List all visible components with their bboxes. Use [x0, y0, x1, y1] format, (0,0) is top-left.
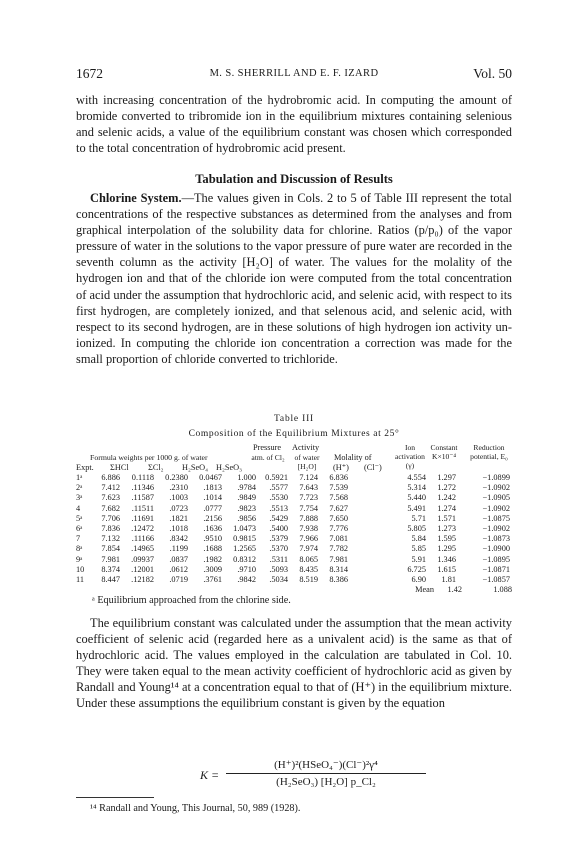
- table-cell: .14965: [131, 544, 154, 554]
- table-cell: 5.84: [411, 534, 426, 544]
- table-cell: .11691: [131, 513, 154, 523]
- table-cell: .1821: [169, 513, 188, 523]
- table-cell: 7.888: [299, 513, 318, 523]
- table-cell: −1.0875: [482, 513, 510, 523]
- table-cell: −1.0871: [482, 564, 510, 574]
- header-expt: Expt.: [76, 463, 94, 472]
- table-cell: −1.0900: [482, 544, 510, 554]
- table-row: [76, 473, 516, 483]
- table-mean-row: [76, 585, 516, 595]
- table-cell: 5.91: [411, 554, 426, 564]
- formula-numerator: (H⁺)²(HSeO₄⁻)(Cl⁻)²γ⁴: [274, 759, 378, 771]
- table-cell: .9849: [237, 493, 256, 503]
- table-row: [76, 534, 516, 544]
- table-cell: .3009: [203, 564, 222, 574]
- table-cell: .5530: [269, 493, 288, 503]
- table-cell: .0612: [169, 564, 188, 574]
- table-cell: −1.0905: [482, 493, 510, 503]
- table-cell: .12001: [131, 564, 154, 574]
- header-ion-activity: Ion activation (γ): [395, 443, 425, 470]
- table-cell: .1199: [169, 544, 188, 554]
- table-cell: .1636: [203, 523, 222, 533]
- table-row: [76, 483, 516, 493]
- table-cell: 7.836: [101, 523, 120, 533]
- table-cell: .5311: [269, 554, 288, 564]
- table-cell: .5400: [269, 523, 288, 533]
- table-cell: 5.85: [411, 544, 426, 554]
- mean-reduction: 1.088: [493, 585, 512, 595]
- table-cell: 7.981: [101, 554, 120, 564]
- table-cell: .09937: [131, 554, 154, 564]
- table-cell: .1813: [203, 483, 222, 493]
- table-cell: 4.554: [407, 473, 426, 482]
- mean-label: Mean: [415, 585, 434, 595]
- table-cell: 7.650: [329, 513, 348, 523]
- table-cell: .9823: [237, 503, 256, 513]
- table-cell: 7.854: [101, 544, 120, 554]
- table-cell: 4: [76, 503, 81, 513]
- table-cell: 7.723: [299, 493, 318, 503]
- table-cell: 0.9815: [233, 534, 256, 544]
- page-header: [76, 66, 512, 82]
- table-cell: 7.981: [329, 554, 348, 564]
- table-cell: 7.132: [101, 534, 120, 544]
- header-shcl: ΣHCl: [110, 463, 129, 472]
- table-row: [76, 565, 516, 575]
- table-cell: 6.886: [101, 473, 120, 482]
- table-cell: 7.782: [329, 544, 348, 554]
- equilibrium-paragraph: [76, 615, 512, 712]
- table-cell: .9510: [203, 534, 222, 544]
- table-row: [76, 514, 516, 524]
- table-cell: −1.0899: [482, 473, 510, 482]
- table-row: [76, 493, 516, 503]
- table-cell: 0.5921: [265, 473, 288, 482]
- table-cell: 5ᵃ: [76, 513, 83, 523]
- table-cell: .11587: [131, 493, 154, 503]
- table-cell: 7.081: [329, 534, 348, 544]
- header-h-ion: (H⁺): [333, 463, 349, 472]
- chlorine-lead: Chlorine System.: [90, 191, 182, 205]
- formula-denominator: (H₂SeO₃) [H₂O] p_Cl₂: [276, 776, 376, 788]
- table-cell: 10: [76, 564, 85, 574]
- table-cell: −1.0902: [482, 503, 510, 513]
- table-cell: 7.754: [299, 503, 318, 513]
- data-table: [76, 443, 516, 595]
- header-reduction: Reduction potential, E₀: [470, 443, 508, 461]
- table-cell: .9856: [237, 513, 256, 523]
- table-cell: 7.539: [329, 483, 348, 493]
- table-cell: 5.491: [407, 503, 426, 513]
- table-cell: .1014: [203, 493, 222, 503]
- table-cell: −1.0895: [482, 554, 510, 564]
- table-cell: 7.643: [299, 483, 318, 493]
- table-cell: 7.124: [299, 473, 318, 482]
- table-cell: .1982: [203, 554, 222, 564]
- table-cell: .5577: [269, 483, 288, 493]
- table-body: [76, 473, 516, 585]
- table-cell: .0723: [169, 503, 188, 513]
- table-cell: .3761: [203, 574, 222, 584]
- table-cell: .2310: [169, 483, 188, 493]
- table-cell: .11346: [131, 483, 154, 493]
- table-cell: 1.242: [437, 493, 456, 503]
- table-cell: 7.938: [299, 523, 318, 533]
- table-cell: 11: [76, 574, 84, 584]
- table-cell: .9784: [237, 483, 256, 493]
- table-cell: 1.272: [437, 483, 456, 493]
- table-cell: .0837: [169, 554, 188, 564]
- table-cell: .2156: [203, 513, 222, 523]
- table-cell: .12182: [131, 574, 154, 584]
- table-cell: 8.386: [329, 574, 348, 584]
- table-cell: 1.0473: [233, 523, 256, 533]
- table-cell: 8.065: [299, 554, 318, 564]
- table-row: [76, 544, 516, 554]
- table-cell: 7.776: [329, 523, 348, 533]
- table-cell: 7.412: [101, 483, 120, 493]
- table-cell: .1688: [203, 544, 222, 554]
- table-cell: 7.974: [299, 544, 318, 554]
- table-cell: 5.805: [407, 523, 426, 533]
- table-cell: 6ᵃ: [76, 523, 83, 533]
- table-cell: 1.615: [437, 564, 456, 574]
- table-cell: .5429: [269, 513, 288, 523]
- table-footnote: ᵃ Equilibrium approached from the chlorine side.: [92, 595, 291, 606]
- table-cell: 8.314: [329, 564, 348, 574]
- table-cell: .9710: [237, 564, 256, 574]
- table-row: [76, 555, 516, 565]
- table-cell: 1.273: [437, 523, 456, 533]
- table-cell: 5.440: [407, 493, 426, 503]
- header-scl2: ΣCl₂: [148, 463, 164, 472]
- table-cell: 7.568: [329, 493, 348, 503]
- header-activity-sub: of water [H₂O]: [294, 453, 320, 471]
- header-group-activity: Activity: [292, 443, 320, 452]
- table-cell: 5.71: [411, 513, 426, 523]
- table-cell: 1ᵃ: [76, 473, 83, 482]
- header-h2seo4: H₂SeO₄: [182, 463, 209, 472]
- table-cell: 8.447: [101, 574, 120, 584]
- table-cell: 8.435: [299, 564, 318, 574]
- table-cell: 1.2565: [233, 544, 256, 554]
- table-cell: .5379: [269, 534, 288, 544]
- table-cell: 8.374: [101, 564, 120, 574]
- intro-paragraph: with increasing concentration of the hydrobromic acid. In computing the amount of bromide converted to tribromide ion in the equilibrium mixtures containing selenious and selenic acids, a value of the equilibrium constant was chosen which corresponded to the total concentration of hydrobromic acid present.: [76, 93, 512, 156]
- table-cell: .0777: [203, 503, 222, 513]
- table-cell: −1.0902: [482, 523, 510, 533]
- table-cell: .5370: [269, 544, 288, 554]
- table-cell: −1.0902: [482, 483, 510, 493]
- table-cell: .8342: [169, 534, 188, 544]
- table-cell: .1003: [169, 493, 188, 503]
- table-cell: 7.623: [101, 493, 120, 503]
- table-cell: 1.000: [237, 473, 256, 482]
- table-cell: .0719: [169, 574, 188, 584]
- table-cell: 7.706: [101, 513, 120, 523]
- table-cell: 1.274: [437, 503, 456, 513]
- header-pressure-sub: atm. of Cl₂: [251, 453, 285, 462]
- table-cell: 8ᵃ: [76, 544, 83, 554]
- header-constant: Constant K×10⁻⁴: [430, 443, 458, 461]
- table-cell: .11511: [131, 503, 154, 513]
- table-cell: 0.2380: [165, 473, 188, 482]
- table-cell: 8.519: [299, 574, 318, 584]
- table-cell: 1.346: [437, 554, 456, 564]
- table-cell: 5.314: [407, 483, 426, 493]
- header-cl-ion: (Cl⁻): [364, 463, 382, 472]
- header-h2seo3: H₂SeO₃: [216, 463, 243, 472]
- table-cell: 1.295: [437, 544, 456, 554]
- footnote-rule: [76, 797, 154, 798]
- chlorine-text: —The values given in Cols. 2 to 5 of Table III represent the total concentrations of the respective substances as determined from the analyses and from graphical interpolation of the solubility data for chlorine. Ratios (p/p₀) of the vapor pressure of water in the solutions to the vapor pressure of pure water are recorded in the seventh column as the activity [H₂O] of water. The values for the molality of the hydrogen ion and that of the chloride ion were computed from the total concentration of acid under the assumption that hydrochloric acid, and selenic acid, with respect to its first hydrogen, are completely ionized, and that selenous acid, and selenic acid, with respect to its second hydrogen, are in these solutions of high hydrogen ion activity un-ionized. In computing the chloride ion concentration a correction was made for the small proportion of chloride converted to trichloride.: [76, 191, 512, 366]
- equilibrium-text: The equilibrium constant was calculated under the assumption that the mean activity coefficient of selenic acid (regarded here as a univalent acid) is the same as that of hydrochloric acid. The values employed in the calculation are tabulated in Col. 10. They were taken equal to the mean activity coefficient of hydrochloric acid as given by Randall and Young¹⁴ at a concentration equal to that of (H⁺) in the equilibrium mixture. Under these assumptions the equilibrium constant is given by the equation: [76, 616, 512, 711]
- table-cell: 3ᵃ: [76, 493, 83, 503]
- header-group-molality: Molality of: [334, 453, 372, 462]
- table-cell: .11166: [131, 534, 154, 544]
- table-cell: .12472: [131, 523, 154, 533]
- table-cell: 7.966: [299, 534, 318, 544]
- table-row: [76, 575, 516, 585]
- table-cell: 1.81: [441, 574, 456, 584]
- table-cell: 6.836: [329, 473, 348, 482]
- header-group-formula: Formula weights per 1000 g. of water: [90, 453, 208, 462]
- table-title: Table III: [273, 414, 315, 424]
- formula-lhs: K =: [200, 768, 220, 782]
- table-cell: 0.8312: [233, 554, 256, 564]
- table-header: [76, 443, 516, 473]
- table-cell: .1018: [169, 523, 188, 533]
- table-row: [76, 504, 516, 514]
- running-authors: M. S. SHERRILL AND E. F. IZARD: [209, 68, 379, 79]
- table-cell: −1.0873: [482, 534, 510, 544]
- section-title: Tabulation and Discussion of Results: [195, 172, 393, 186]
- table-cell: −1.0857: [482, 574, 510, 584]
- table-cell: 6.725: [407, 564, 426, 574]
- table-cell: .5093: [269, 564, 288, 574]
- table-row: [76, 524, 516, 534]
- table-cell: 1.297: [437, 473, 456, 482]
- table-cell: 7.682: [101, 503, 120, 513]
- table-cell: .5513: [269, 503, 288, 513]
- table-cell: 7: [76, 534, 81, 544]
- page-number: 1672: [76, 66, 103, 81]
- table-caption: Composition of the Equilibrium Mixtures at 25°: [188, 429, 400, 439]
- formula-fraction-bar: [226, 773, 426, 774]
- table-cell: .5034: [269, 574, 288, 584]
- table-cell: 0.0467: [199, 473, 222, 482]
- table-cell: 0.1118: [131, 473, 154, 482]
- table-cell: 9ᵃ: [76, 554, 83, 564]
- table-cell: .9842: [237, 574, 256, 584]
- table-cell: 2ᵃ: [76, 483, 83, 493]
- equilibrium-formula: [200, 758, 500, 794]
- table-cell: 1.595: [437, 534, 456, 544]
- table-cell: 1.571: [437, 513, 456, 523]
- footnote-14: ¹⁴ Randall and Young, This Journal, 50, 989 (1928).: [90, 803, 301, 814]
- mean-constant: 1.42: [447, 585, 462, 595]
- volume-label: Vol. 50: [473, 66, 512, 81]
- chlorine-paragraph: [76, 190, 512, 367]
- table-cell: 6.90: [411, 574, 426, 584]
- header-group-pressure: Pressure: [253, 443, 282, 452]
- table-cell: 7.627: [329, 503, 348, 513]
